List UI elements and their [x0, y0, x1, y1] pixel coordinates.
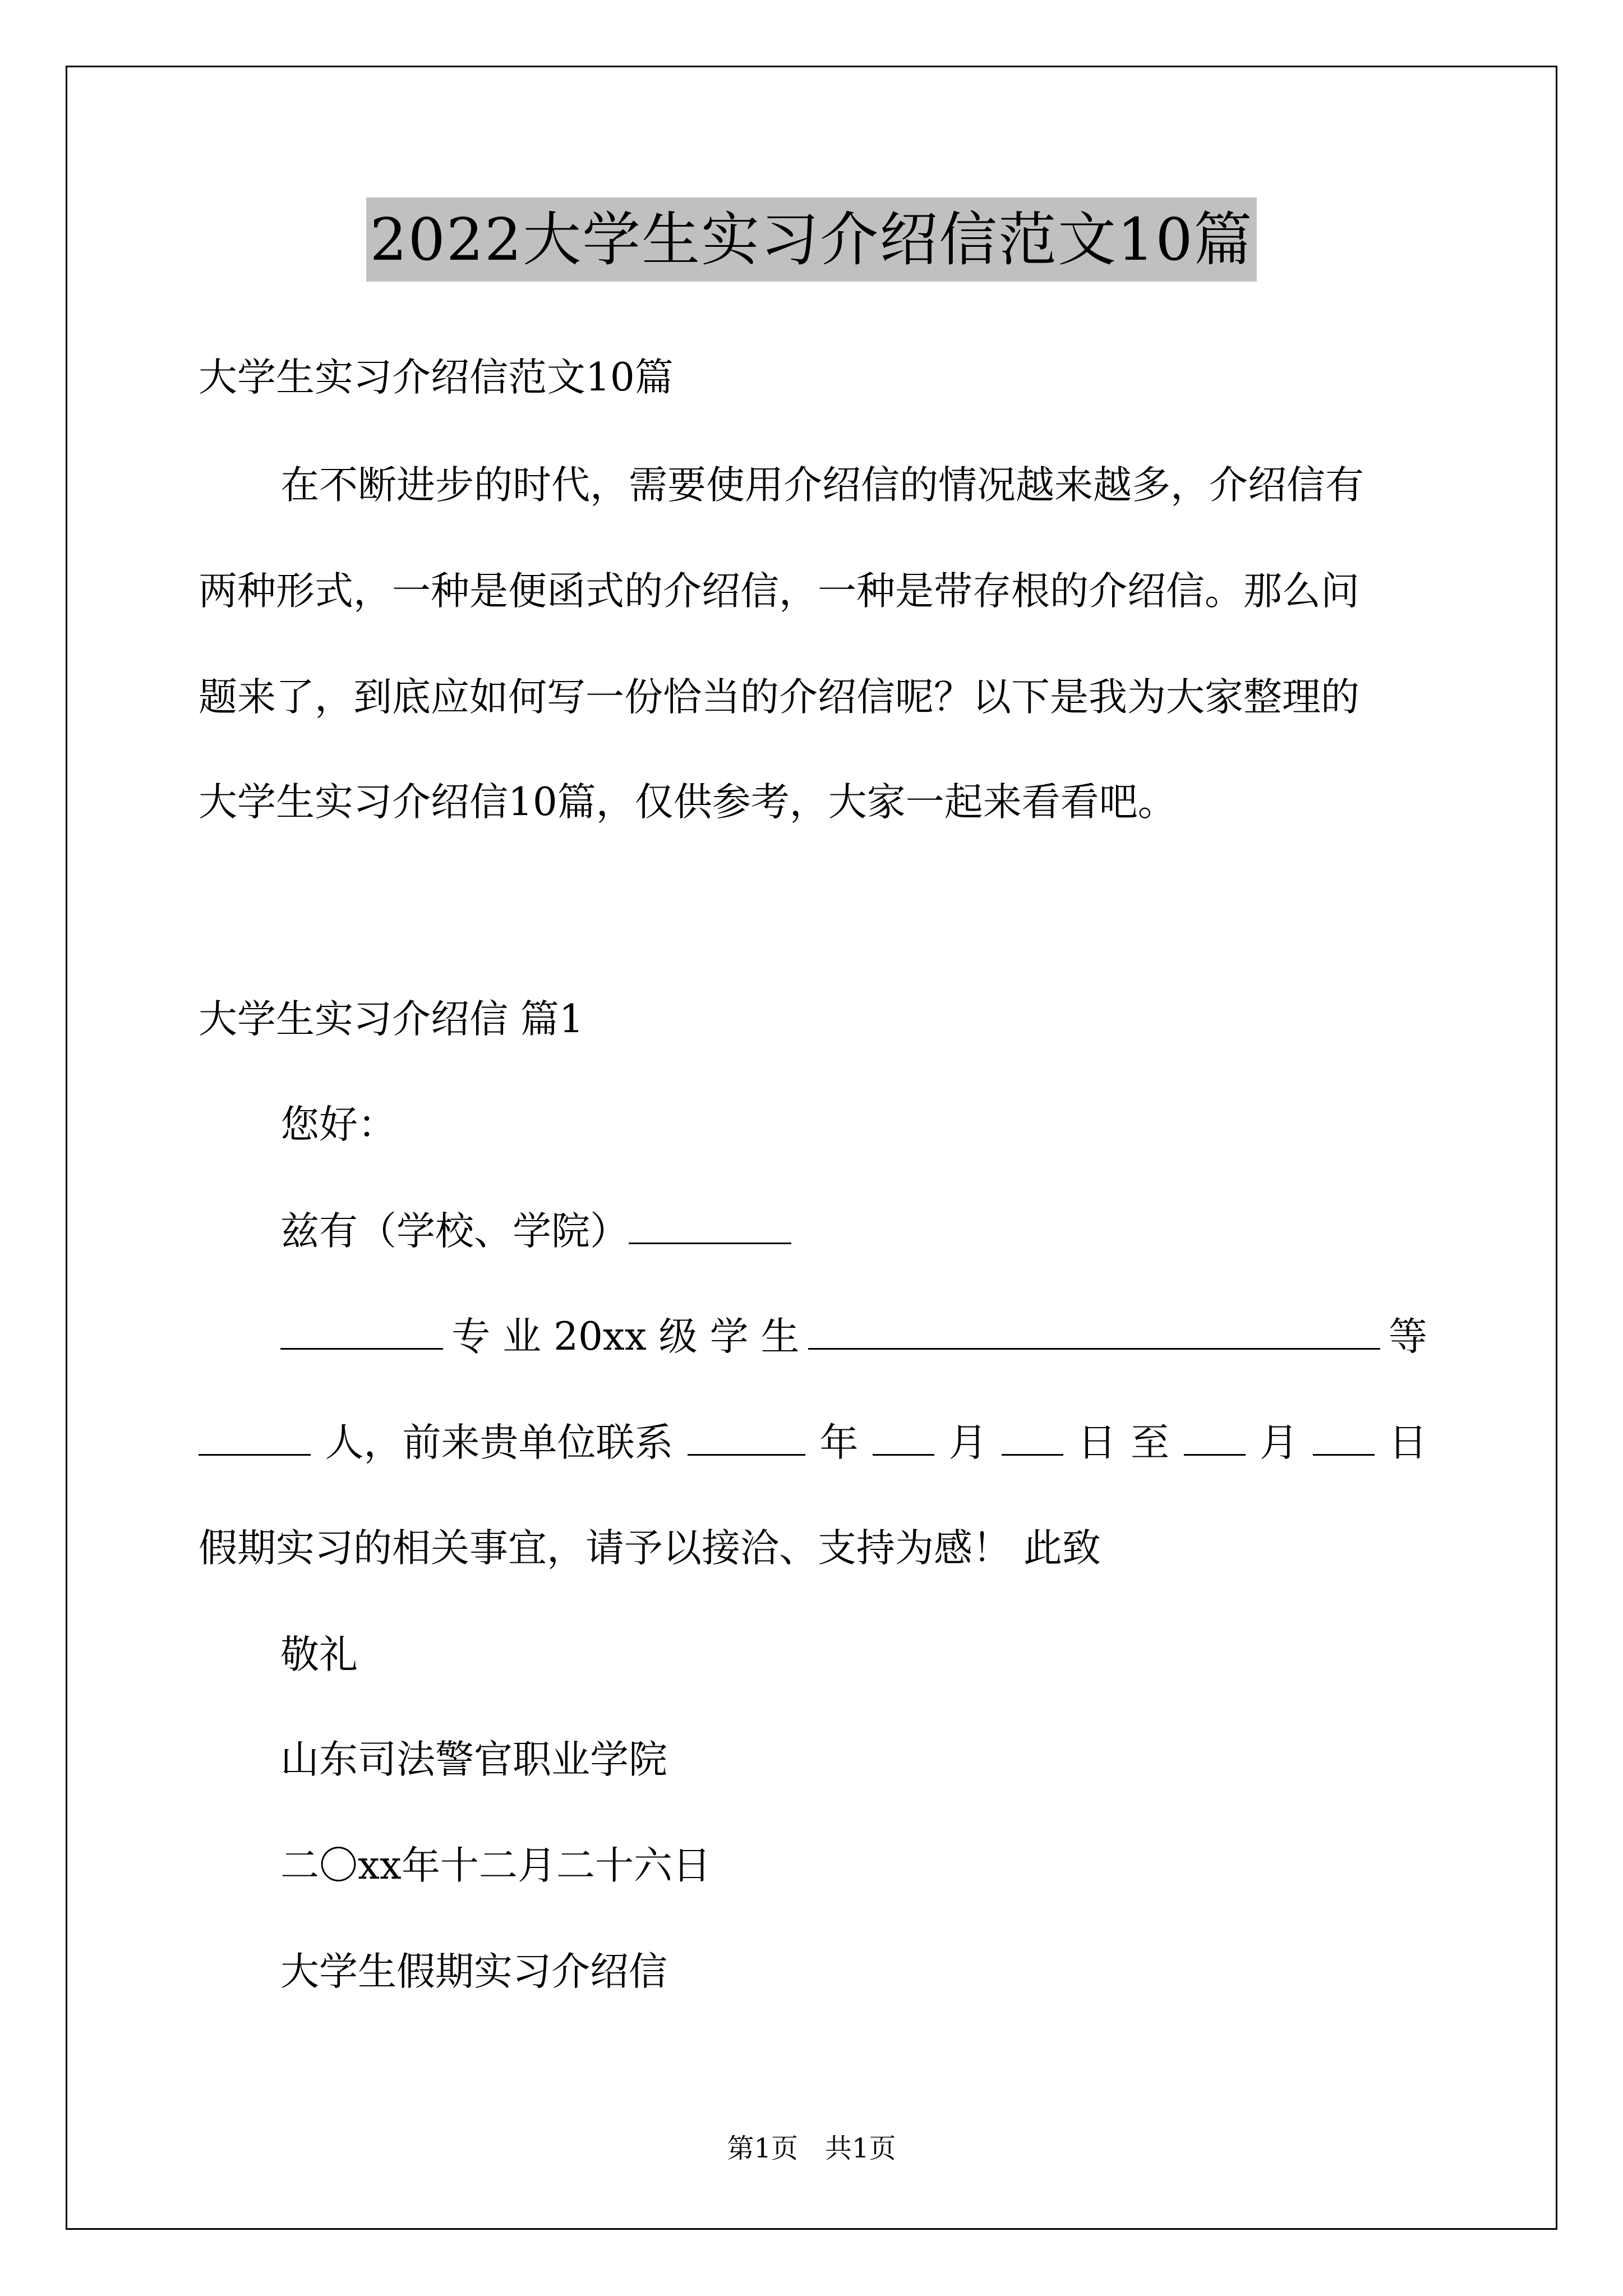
next-section-heading: 大学生假期实习介绍信: [280, 1949, 667, 1994]
document-subtitle: 大学生实习介绍信范文10篇: [199, 355, 674, 400]
blank-major: [280, 1311, 443, 1350]
intro-line-3: 题来了，到底应如何写一份恰当的介绍信呢？以下是我为大家整理的: [199, 675, 1359, 720]
blank-school: [629, 1205, 791, 1244]
greeting: 您好：: [280, 1102, 396, 1147]
body-line-3-yue2: 月: [1260, 1420, 1298, 1465]
blank-count: [199, 1417, 311, 1456]
section-heading: 大学生实习介绍信 篇1: [199, 997, 584, 1042]
blank-day-2: [1313, 1417, 1375, 1456]
body-line-3-ren: 人，前来贵单位联系: [325, 1420, 674, 1465]
blank-month-2: [1184, 1417, 1246, 1456]
blank-year: [688, 1417, 805, 1456]
body-line-1: [280, 1203, 791, 1259]
signature-organization: 山东司法警官职业学院: [280, 1737, 667, 1782]
signature-date: 二〇xx年十二月二十六日: [280, 1843, 711, 1888]
intro-line-1: 在不断进步的时代，需要使用介绍信的情况越来越多，介绍信有: [280, 463, 1364, 508]
body-line-3-nian: 年: [819, 1420, 859, 1465]
intro-line-2: 两种形式，一种是便函式的介绍信，一种是带存根的介绍信。那么问: [199, 569, 1359, 614]
title-container: [0, 197, 1623, 282]
blank-month: [873, 1417, 934, 1456]
blank-day: [1002, 1417, 1063, 1456]
body-line-3-ri2: 日: [1389, 1420, 1427, 1465]
page-footer: 第1页 共1页: [727, 2133, 896, 2164]
body-line-1-text: 兹有（学校、学院）: [280, 1209, 629, 1254]
closing: 敬礼: [280, 1632, 358, 1677]
document-title: 2022大学生实习介绍信范文10篇: [366, 197, 1256, 282]
body-line-3-yue: 月: [948, 1420, 988, 1465]
body-line-3-ri: 日: [1077, 1420, 1117, 1465]
body-line-4: 假期实习的相关事宜，请予以接洽、支持为感！ 此致: [199, 1526, 1101, 1571]
body-line-2-deng: 等: [1389, 1314, 1427, 1359]
body-line-2-major: 专 业 20xx 级 学 生: [451, 1314, 800, 1359]
body-line-3-zhi: 至: [1131, 1420, 1169, 1465]
intro-line-4: 大学生实习介绍信10篇，仅供参考，大家一起来看看吧。: [199, 780, 1177, 825]
blank-student-names: [808, 1311, 1380, 1350]
body-line-2: [280, 1309, 1427, 1365]
body-line-3: [199, 1415, 1427, 1471]
